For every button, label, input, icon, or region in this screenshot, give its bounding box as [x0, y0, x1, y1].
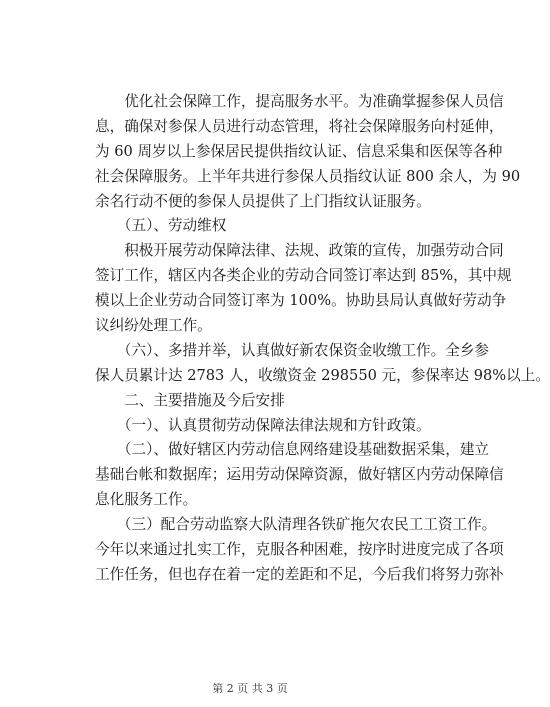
page-footer: 第 2 页 共 3 页 [212, 682, 288, 695]
text-line: 二、主要措施及今后安排 [95, 391, 285, 409]
text-line: （六）、多措并举，认真做好新农保资金收缴工作。全乡参 [95, 341, 490, 359]
text-line: 模以上企业劳动合同签订率为 100%。协助县局认真做好劳动争 [95, 292, 507, 310]
document-body [95, 90, 550, 588]
text-line: 息，确保对参保人员进行动态管理，将社会保障服务向村延伸， [95, 117, 504, 135]
text-line: 保人员累计达 2783 人，收缴资金 298550 元，参保率达 98%以上。 [95, 366, 550, 384]
text-line: 议纠纷处理工作。 [95, 317, 212, 335]
text-line: 工作任务，但也存在着一定的差距和不足，今后我们将努力弥补 [95, 565, 504, 583]
text-line: 优化社会保障工作，提高服务水平。为准确掌握参保人员信 [95, 93, 504, 110]
text-line: 息化服务工作。 [95, 491, 198, 509]
text-line: 余名行动不便的参保人员提供了上门指纹认证服务。 [95, 192, 431, 210]
text-line: 基础台帐和数据库；运用劳动保障资源，做好辖区内劳动保障信 [95, 466, 504, 484]
body-text [95, 90, 550, 588]
text-line: 积极开展劳动保障法律、法规、政策的宣传，加强劳动合同 [95, 242, 504, 260]
text-line: 签订工作，辖区内各类企业的劳动合同签订率达到 85%，其中规 [95, 267, 512, 285]
text-line: （一）、认真贯彻劳动保障法律法规和方针政策。 [95, 416, 431, 434]
text-line: 为 60 周岁以上参保居民提供指纹认证、信息采集和医保等各种 [95, 142, 503, 160]
text-line: （三）配合劳动监察大队清理各铁矿拖欠农民工工资工作。 [95, 516, 497, 534]
text-line: （五）、劳动维权 [95, 217, 227, 235]
text-line: 今年以来通过扎实工作，克服各种困难，按序时进度完成了各项 [95, 541, 504, 559]
text-line: 社会保障服务。上半年共进行参保人员指纹认证 800 余人，为 90 [95, 167, 521, 185]
text-line: （二）、做好辖区内劳动信息网络建设基础数据采集，建立 [95, 441, 490, 459]
